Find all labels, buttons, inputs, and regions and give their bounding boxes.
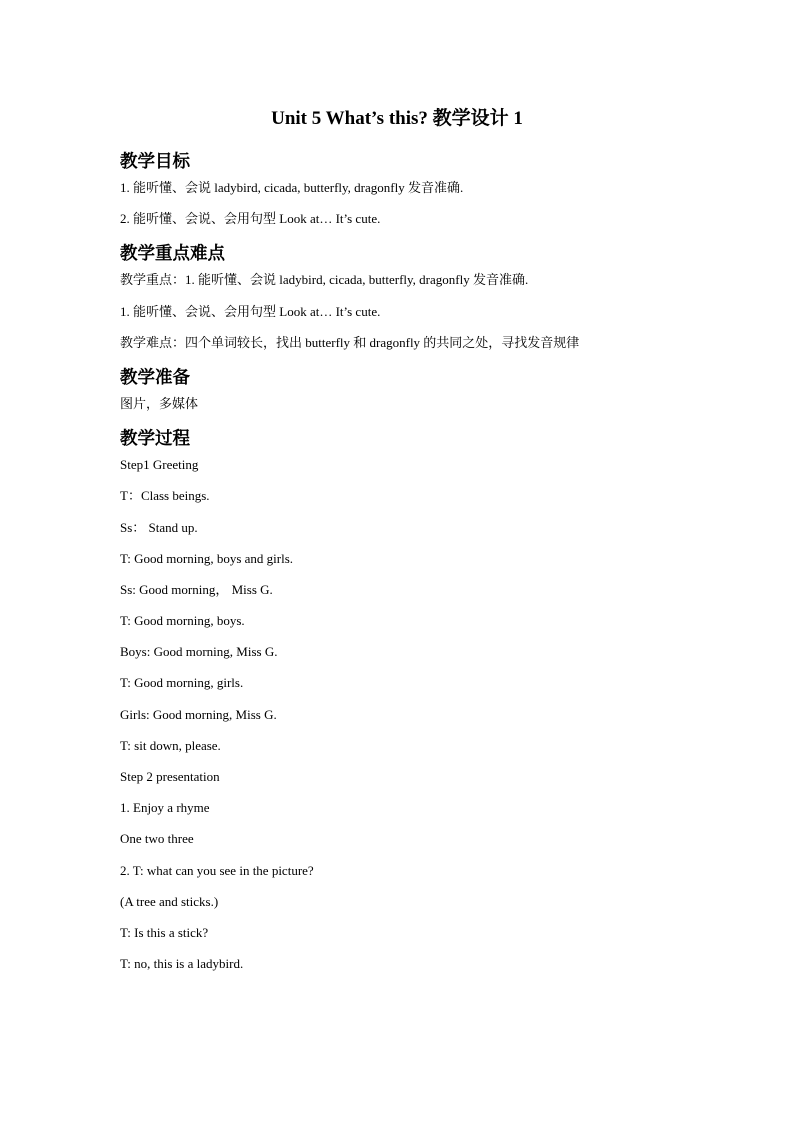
paragraph: 教学难点：四个单词较长，找出 butterfly 和 dragonfly 的共同之处，寻找发音规律 [120,334,580,350]
paragraph: T: Good morning, boys. [120,613,245,629]
paragraph: Girls: Good morning, Miss G. [120,706,277,722]
paragraph: T: Is this a stick? [120,924,209,940]
paragraph: Ss: Good morning， Miss G. [120,581,273,597]
document-title: Unit 5 What’s this? 教学设计 1 [271,108,523,129]
section-heading-goals: 教学目标 [120,151,190,171]
paragraph: 1. 能听懂、会说、会用句型 Look at… It’s cute. [120,303,381,319]
paragraph: Step 2 presentation [120,769,220,784]
paragraph: T: no, this is a ladybird. [120,956,244,972]
paragraph: T: Good morning, girls. [120,675,244,691]
paragraph: One two three [120,831,194,847]
paragraph: 1. Enjoy a rhyme [120,800,210,816]
paragraph: T: Good morning, boys and girls. [120,550,294,566]
paragraph: 2. T: what can you see in the picture? [120,862,314,878]
paragraph: Step1 Greeting [120,457,199,473]
paragraph: (A tree and sticks.) [120,893,219,909]
section-heading-preparation: 教学准备 [120,366,190,387]
section-heading-process: 教学过程 [120,428,190,449]
paragraph: T：Class beings. [120,488,210,504]
section-heading-key-points: 教学重点难点 [120,243,225,264]
paragraph: Ss： Stand up. [120,519,198,535]
paragraph: Boys: Good morning, Miss G. [120,644,278,660]
document-body [120,143,740,985]
paragraph: 图片，多媒体 [120,395,199,411]
paragraph: T: sit down, please. [120,737,221,753]
paragraph: 2. 能听懂、会说、会用句型 Look at… It’s cute. [120,211,381,227]
paragraph: 教学重点：1. 能听懂、会说 ladybird, cicada, butterfly, dragonfly 发音准确. [120,272,529,288]
paragraph: 1. 能听懂、会说 ladybird, cicada, butterfly, dragonfly 发音准确. [120,180,464,195]
